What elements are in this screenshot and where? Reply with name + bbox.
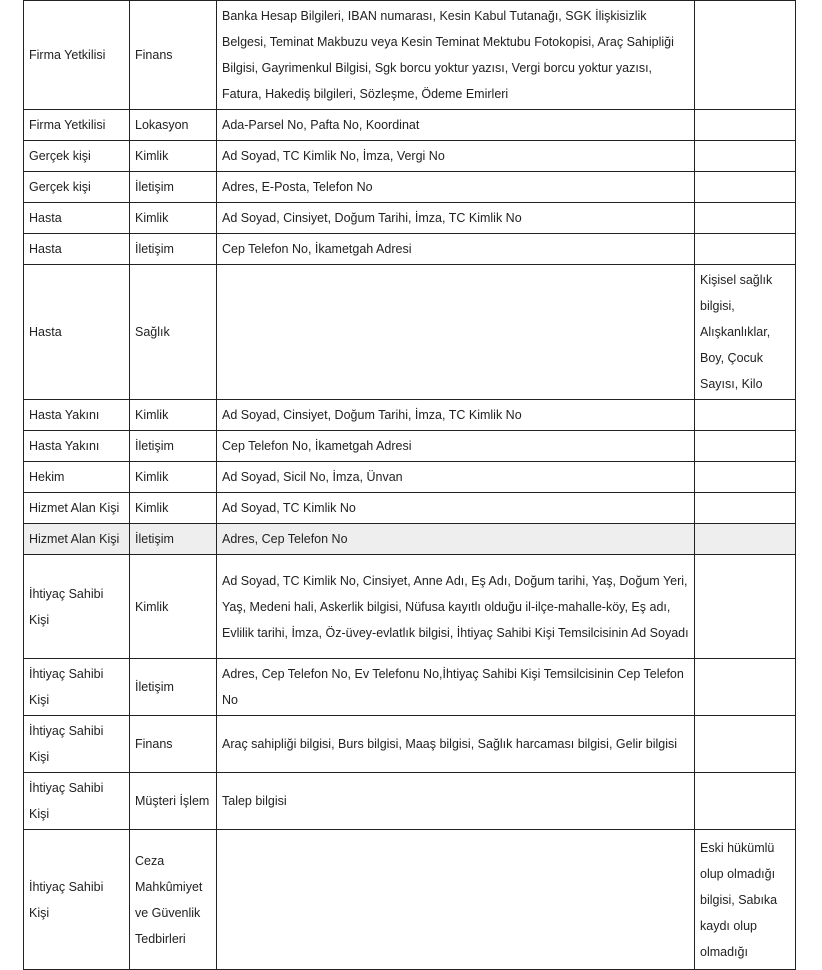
- cell-data: Banka Hesap Bilgileri, IBAN numarası, Kesin Kabul Tutanağı, SGK İlişkisizlik Belgesi, Teminat Makbuzu veya Kesin Teminat Mektubu Fotokopisi, Araç Sahipliği Bilgisi, Gayrimenkul Bilgisi, Sgk borcu yoktur yazısı, Vergi borcu yoktur yazısı, Fatura, Hakediş bilgileri, Sözleşme, Ödeme Emirleri: [217, 1, 695, 110]
- cell-category: İletişim: [130, 234, 217, 265]
- table-row: [24, 659, 796, 716]
- cell-group: Firma Yetkilisi: [24, 110, 130, 141]
- cell-category: Kimlik: [130, 555, 217, 659]
- cell-category: Kimlik: [130, 141, 217, 172]
- cell-group: Hizmet Alan Kişi: [24, 493, 130, 524]
- cell-special: [695, 1, 796, 110]
- cell-special: [695, 462, 796, 493]
- cell-group: Hasta Yakını: [24, 400, 130, 431]
- cell-category: Finans: [130, 1, 217, 110]
- cell-category: Lokasyon: [130, 110, 217, 141]
- cell-group: Hasta: [24, 265, 130, 400]
- cell-data: Adres, Cep Telefon No, Ev Telefonu No,İhtiyaç Sahibi Kişi Temsilcisinin Cep Telefon No: [217, 659, 695, 716]
- cell-special: [695, 400, 796, 431]
- cell-category: İletişim: [130, 524, 217, 555]
- table-row-highlighted: [24, 524, 796, 555]
- table-row: [24, 431, 796, 462]
- cell-special: [695, 493, 796, 524]
- cell-special: Eski hükümlü olup olmadığı bilgisi, Sabıka kaydı olup olmadığı: [695, 830, 796, 970]
- cell-data: Adres, Cep Telefon No: [217, 524, 695, 555]
- cell-group: Hizmet Alan Kişi: [24, 524, 130, 555]
- table-row: [24, 203, 796, 234]
- cell-special: [695, 203, 796, 234]
- table-row: [24, 716, 796, 773]
- cell-special: [695, 431, 796, 462]
- table-row: [24, 172, 796, 203]
- cell-category: Kimlik: [130, 462, 217, 493]
- cell-category: İletişim: [130, 172, 217, 203]
- cell-group: İhtiyaç Sahibi Kişi: [24, 716, 130, 773]
- cell-category: Finans: [130, 716, 217, 773]
- table-row: [24, 493, 796, 524]
- cell-category: İletişim: [130, 659, 217, 716]
- cell-group: Firma Yetkilisi: [24, 1, 130, 110]
- cell-special: [695, 716, 796, 773]
- table-row: [24, 555, 796, 659]
- table-row: [24, 773, 796, 830]
- cell-special: [695, 234, 796, 265]
- cell-data: Ad Soyad, Sicil No, İmza, Ünvan: [217, 462, 695, 493]
- cell-data: Ada-Parsel No, Pafta No, Koordinat: [217, 110, 695, 141]
- cell-category: Müşteri İşlem: [130, 773, 217, 830]
- cell-special: [695, 773, 796, 830]
- cell-data: Ad Soyad, TC Kimlik No, İmza, Vergi No: [217, 141, 695, 172]
- table-row: [24, 462, 796, 493]
- cell-group: İhtiyaç Sahibi Kişi: [24, 830, 130, 970]
- cell-special: [695, 172, 796, 203]
- cell-special: Kişisel sağlık bilgisi, Alışkanlıklar, Boy, Çocuk Sayısı, Kilo: [695, 265, 796, 400]
- cell-special: [695, 110, 796, 141]
- cell-special: [695, 141, 796, 172]
- cell-group: Hasta: [24, 234, 130, 265]
- cell-category: İletişim: [130, 431, 217, 462]
- cell-special: [695, 659, 796, 716]
- cell-group: Hasta: [24, 203, 130, 234]
- cell-data: Ad Soyad, TC Kimlik No, Cinsiyet, Anne Adı, Eş Adı, Doğum tarihi, Yaş, Doğum Yeri, Yaş, Medeni hali, Askerlik bilgisi, Nüfusa kayıtlı olduğu il-ilçe-mahalle-köy, Eş adı, Evlilik tarihi, İmza, Öz-üvey-evlatlık bilgisi, İhtiyaç Sahibi Kişi Temsilcisinin Ad Soyadı: [217, 555, 695, 659]
- table-row: [24, 830, 796, 970]
- cell-group: Gerçek kişi: [24, 172, 130, 203]
- cell-data: Adres, E-Posta, Telefon No: [217, 172, 695, 203]
- cell-group: Hasta Yakını: [24, 431, 130, 462]
- cell-data: Cep Telefon No, İkametgah Adresi: [217, 431, 695, 462]
- cell-data: Ad Soyad, TC Kimlik No: [217, 493, 695, 524]
- table-row: [24, 141, 796, 172]
- cell-data: Araç sahipliği bilgisi, Burs bilgisi, Maaş bilgisi, Sağlık harcaması bilgisi, Gelir bilgisi: [217, 716, 695, 773]
- cell-data: Cep Telefon No, İkametgah Adresi: [217, 234, 695, 265]
- cell-category: Ceza Mahkûmiyet ve Güvenlik Tedbirleri: [130, 830, 217, 970]
- cell-data: Ad Soyad, Cinsiyet, Doğum Tarihi, İmza, TC Kimlik No: [217, 203, 695, 234]
- personal-data-table: [23, 0, 796, 970]
- cell-special: [695, 555, 796, 659]
- cell-category: Sağlık: [130, 265, 217, 400]
- table-row: [24, 234, 796, 265]
- table-row: [24, 1, 796, 110]
- cell-group: Gerçek kişi: [24, 141, 130, 172]
- table-row: [24, 400, 796, 431]
- cell-data: [217, 830, 695, 970]
- cell-group: İhtiyaç Sahibi Kişi: [24, 773, 130, 830]
- cell-category: Kimlik: [130, 400, 217, 431]
- cell-special: [695, 524, 796, 555]
- cell-group: İhtiyaç Sahibi Kişi: [24, 555, 130, 659]
- cell-group: Hekim: [24, 462, 130, 493]
- table-row: [24, 265, 796, 400]
- cell-data: Talep bilgisi: [217, 773, 695, 830]
- table-row: [24, 110, 796, 141]
- cell-group: İhtiyaç Sahibi Kişi: [24, 659, 130, 716]
- cell-category: Kimlik: [130, 493, 217, 524]
- cell-data: Ad Soyad, Cinsiyet, Doğum Tarihi, İmza, TC Kimlik No: [217, 400, 695, 431]
- cell-data: [217, 265, 695, 400]
- cell-category: Kimlik: [130, 203, 217, 234]
